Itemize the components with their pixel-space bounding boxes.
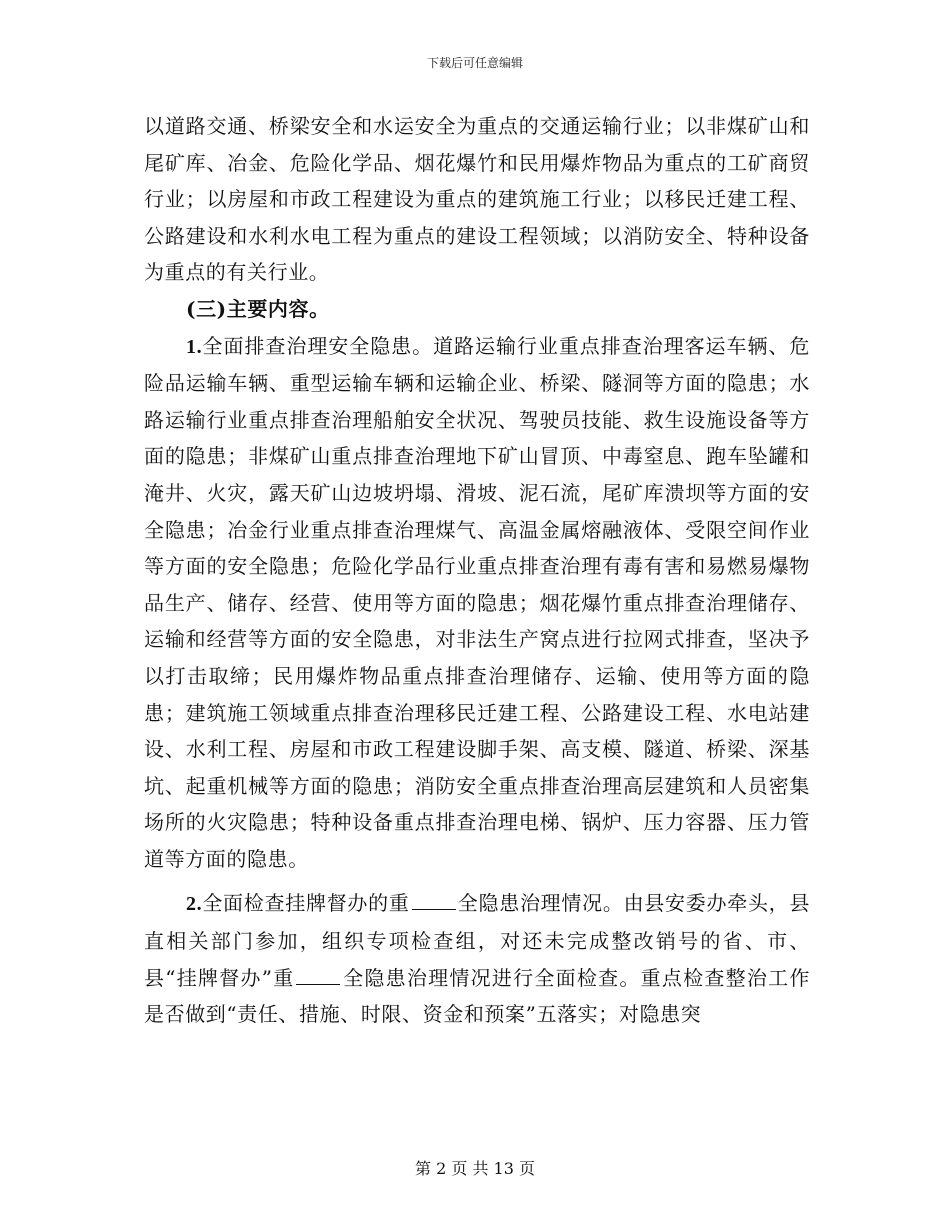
item-1-text: 全面排查治理安全隐患。道路运输行业重点排查治理客运车辆、危险品运输车辆、重型运输车辆和运输企业、桥梁、隧洞等方面的隐患；水路运输行业重点排查治理船舶安全状况、驾驶员技能、救生设施设备等方面的隐患；非煤矿山重点排查治理地下矿山冒顶、中毒窒息、跑车坠罐和淹井、火灾，露天矿山边坡坍塌、滑坡、泥石流，尾矿库溃坝等方面的安全隐患；冶金行业重点排查治理煤气、高温金属熔融液体、受限空间作业等方面的安全隐患；危险化学品行业重点排查治理有毒有害和易燃易爆物品生产、储存、经营、使用等方面的隐患；烟花爆竹重点排查治理储存、运输和经营等方面的安全隐患，对非法生产窝点进行拉网式排查，坚决予以打击取缔；民用爆炸物品重点排查治理储存、运输、使用等方面的隐患；建筑施工领域重点排查治理移民迁建工程、公路建设工程、水电站建设、水利工程、房屋和市政工程建设脚手架、高支模、隧道、桥梁、深基坑、起重机械等方面的隐患；消防安全重点排查治理高层建筑和人员密集场所的火灾隐患；特种设备重点排查治理电梯、锅炉、压力容器、压力管道等方面的隐患。: [144, 333, 810, 871]
item-1-paragraph: [144, 328, 810, 878]
intro-paragraph: 以道路交通、桥梁安全和水运安全为重点的交通运输行业；以非煤矿山和尾矿库、冶金、危险化学品、烟花爆竹和民用爆炸物品为重点的工矿商贸行业；以房屋和市政工程建设为重点的建筑施工行业；以移民迁建工程、公路建设和水利水电工程为重点的建设工程领域；以消防安全、特种设备为重点的有关行业。: [144, 114, 810, 285]
paragraph-gap: [144, 877, 810, 885]
page-header: 下载后可任意编辑: [426, 56, 523, 70]
section-heading: (三)主要内容。: [186, 296, 330, 321]
document-body: [144, 108, 810, 1033]
item-2-paragraph: [144, 885, 810, 1032]
item-2-text-part-1: 全面检查挂牌督办的重: [202, 891, 410, 916]
item-1-number: 1.: [186, 335, 203, 358]
item-2-text-part-3: 全隐患治理情况进行全面检查。重点检查整治工作是否做到“责任、措施、时限、资金和预案”五落实；对隐患突: [144, 965, 811, 1027]
page-footer: 第 2 页 共 13 页: [415, 1159, 535, 1178]
item-2-text-part-2: 全隐患治理情况。由县安委办牵头，县直相关部门参加，组织专项检查组，对还未完成整改销号的省、市、县“挂牌督办”重: [144, 891, 811, 990]
blank-line-2: [296, 968, 340, 985]
item-2-number: 2.: [186, 893, 203, 916]
blank-line-1: [412, 893, 456, 910]
